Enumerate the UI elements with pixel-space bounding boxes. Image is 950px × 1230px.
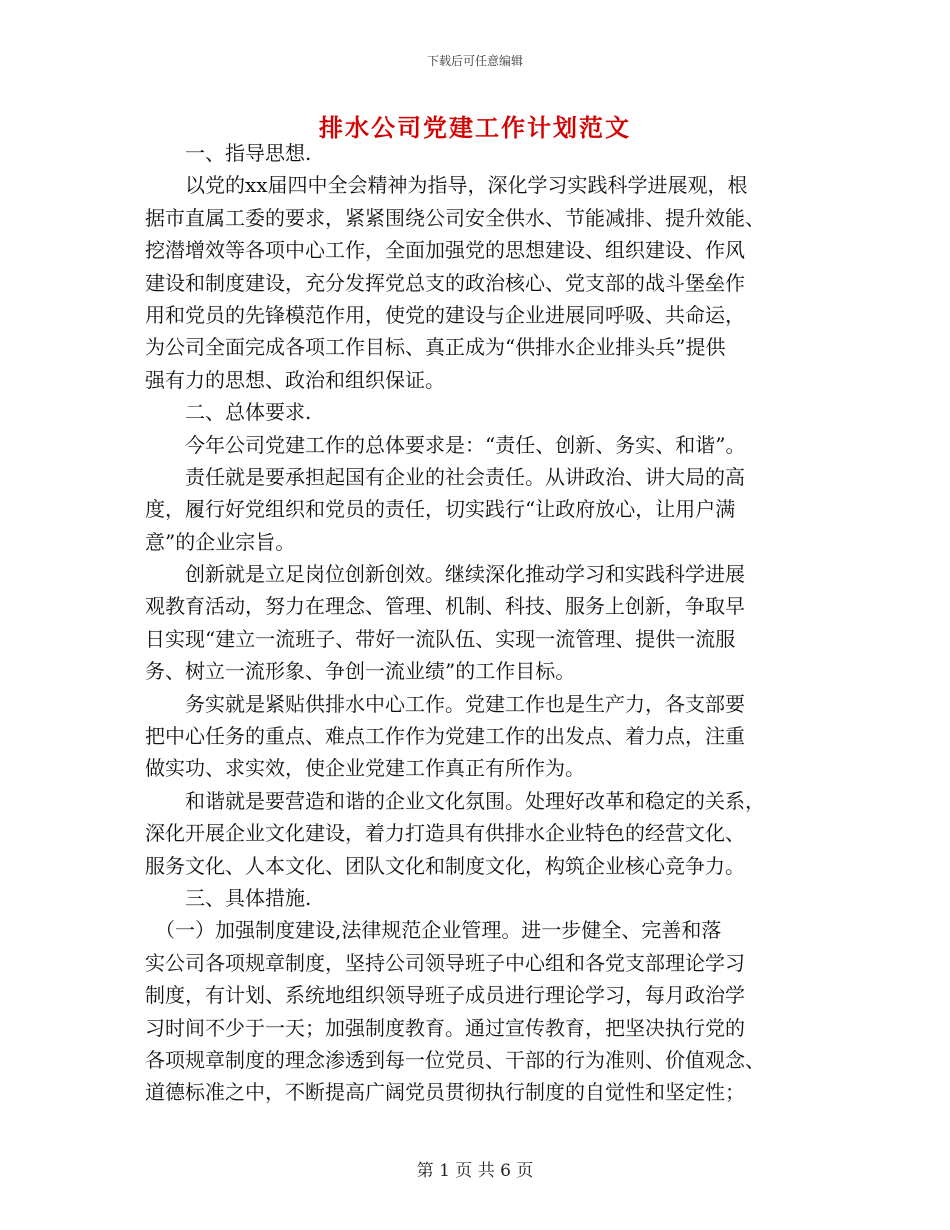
body-line: 观教育活动，努力在理念、管理、机制、科技、服务上创新，争取早 [145,594,745,619]
document-title: 排水公司党建工作计划范文 [319,114,631,142]
body-line: 各项规章制度的理念渗透到每一位党员、干部的行为准则、价值观念、 [145,1047,765,1072]
body-line: 强有力的思想、政治和组织保证。 [145,367,445,392]
body-line: 习时间不少于一天；加强制度教育。通过宣传教育，把坚决执行党的 [145,1015,745,1040]
body-line: 实公司各项规章制度，坚持公司领导班子中心组和各党支部理论学习 [145,950,745,975]
body-line: 深化开展企业文化建设，着力打造具有供排水企业特色的经营文化、 [145,821,745,846]
body-line: 今年公司党建工作的总体要求是：“责任、创新、务实、和谐”。 [145,432,746,457]
body-line: 责任就是要承担起国有企业的社会责任。从讲政治、讲大局的高 [145,464,745,489]
header-note: 下载后可任意编辑 [426,54,523,68]
body-line: 务、树立一流形象、争创一流业绩”的工作目标。 [145,659,576,684]
body-line: 据市直属工委的要求，紧紧围绕公司安全供水、节能减排、提升效能、 [145,205,765,230]
body-line: 制度，有计划、系统地组织领导班子成员进行理论学习，每月政治学 [145,983,745,1008]
body-line: 度，履行好党组织和党员的责任，切实践行“让政府放心，让用户满 [145,497,736,522]
document-body [145,137,813,1109]
body-line: 一、指导思想. [145,141,312,165]
body-line: 创新就是立足岗位创新创效。继续深化推动学习和实践科学进展 [145,562,745,587]
body-line: （一）加强制度建设,法律规范企业管理。进一步健全、完善和落 [145,918,722,943]
body-line: 挖潜增效等各项中心工作，全面加强党的思想建设、组织建设、作风 [145,238,745,263]
body-line: 用和党员的先锋模范作用，使党的建设与企业进展同呼吸、共命运， [145,302,745,327]
body-line: 道德标准之中，不断提高广阔党员贯彻执行制度的自觉性和坚定性； [145,1080,745,1105]
body-line: 服务文化、人本文化、团队文化和制度文化，构筑企业核心竞争力。 [145,853,745,878]
body-line: 务实就是紧贴供排水中心工作。党建工作也是生产力，各支部要 [145,691,745,716]
body-line: 为公司全面完成各项工作目标、真正成为“供排水企业排头兵”提供 [145,335,726,360]
page-footer: 第 1 页 共 6 页 [416,1161,534,1181]
body-line: 建设和制度建设，充分发挥党总支的政治核心、党支部的战斗堡垒作 [145,270,745,295]
body-line: 日实现“建立一流班子、带好一流队伍、实现一流管理、提供一流服 [145,626,736,651]
body-line: 意”的企业宗旨。 [145,529,296,554]
body-line: 和谐就是要营造和谐的企业文化氛围。处理好改革和稳定的关系， [145,788,765,813]
body-line: 做实功、求实效，使企业党建工作真正有所作为。 [145,756,585,781]
body-line: 二、总体要求. [145,400,312,425]
body-line: 三、具体措施. [145,885,312,910]
body-line: 以党的xx届四中全会精神为指导，深化学习实践科学进展观，根 [145,173,748,198]
body-line: 把中心任务的重点、难点工作作为党建工作的出发点、着力点，注重 [145,724,745,749]
